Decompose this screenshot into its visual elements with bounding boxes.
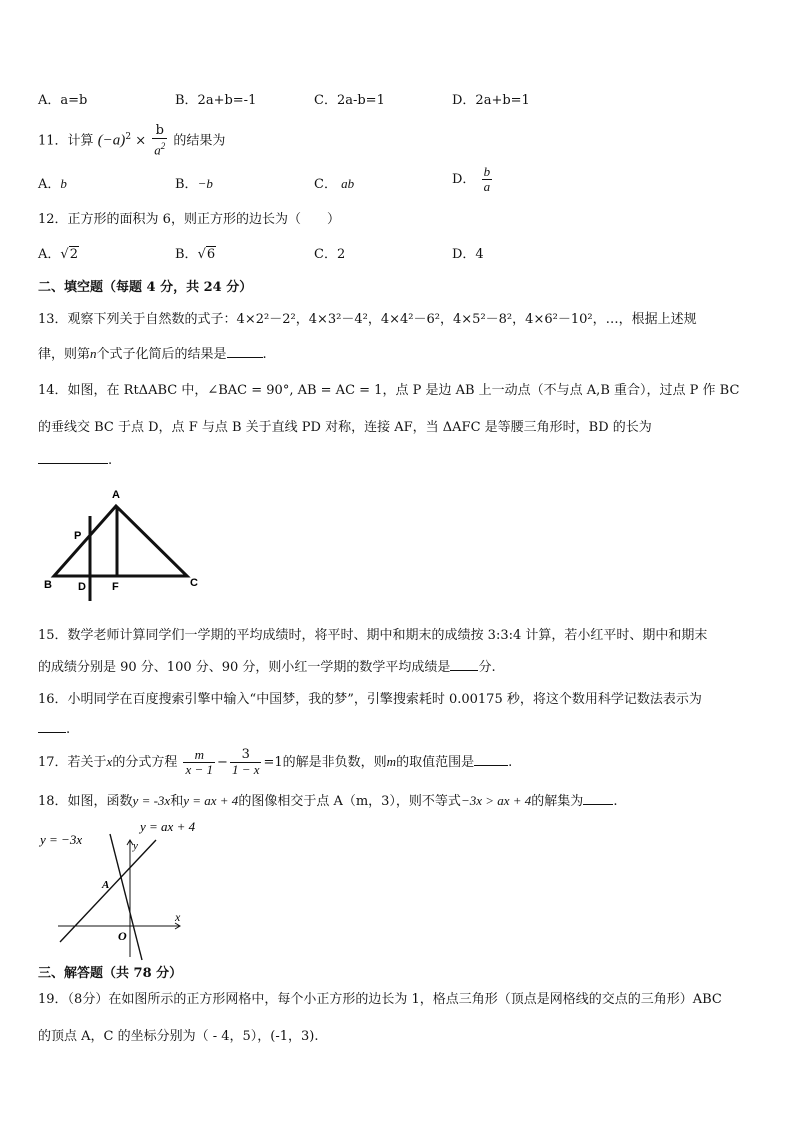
q13-line2-b: 个式子化简后的结果是 <box>96 347 227 362</box>
q13-line2 <box>38 343 267 362</box>
q14-end: . <box>108 453 113 468</box>
q18-function-1: y = -3x <box>132 793 171 808</box>
q12-a-value: 2 <box>69 247 78 262</box>
q13-expr: 4×5²－8² <box>453 312 513 327</box>
q11-d-num: b <box>483 164 491 179</box>
q17-end: . <box>508 755 513 770</box>
q17-f1-num: m <box>183 748 215 763</box>
q18-function-2: y = ax + 4 <box>183 793 239 808</box>
q11-a-label: A． <box>38 177 61 192</box>
q11-stem <box>38 120 225 158</box>
q11-prefix: 11．计算 <box>38 133 94 149</box>
answer-blank[interactable] <box>38 451 108 464</box>
q17-x: x <box>106 754 113 769</box>
answer-blank[interactable] <box>474 753 508 766</box>
answer-blank[interactable] <box>450 658 478 671</box>
q13-expr: 4×4²－6² <box>380 312 440 327</box>
q11-fraction <box>152 124 167 157</box>
q18-and: 和 <box>170 794 184 809</box>
q18-text-c: 的解集为 <box>531 794 584 809</box>
q19-line2: 的顶点 A，C 的坐标分别为（ - 4，5），(-1，3). <box>38 1029 319 1044</box>
label-y-ax-plus-4: y = ax + 4 <box>140 819 196 834</box>
line-y-ax-plus-4 <box>60 840 156 942</box>
q17-m: m <box>386 754 397 769</box>
q17-suffix-a: 的解是非负数，则 <box>282 755 387 770</box>
q17-suffix-b: 的取值范围是 <box>396 755 475 770</box>
q17-eq: =1 <box>263 755 283 770</box>
q16-line2 <box>38 720 70 737</box>
q14-line3 <box>38 451 112 468</box>
q10-option-b: B．2a+b=-1 <box>175 93 257 108</box>
q17-f1-den: x − 1 <box>185 762 214 777</box>
q18-line <box>38 790 617 809</box>
q12-option-d: D．4 <box>452 247 484 262</box>
q12-option-b <box>175 243 216 262</box>
q11-b-value: −b <box>197 176 213 191</box>
q18-text-a: 18．如图，函数 <box>38 794 133 809</box>
q13-suffix: ，…，根据上述规 <box>592 312 697 327</box>
label-a: A <box>112 489 120 501</box>
q18-end: . <box>613 794 618 809</box>
q13-prefix: 13．观察下列关于自然数的式子： <box>38 312 237 327</box>
q12-b-value: 6 <box>206 247 216 262</box>
q10-option-c: C．2a-b=1 <box>314 93 385 108</box>
q13-end: . <box>262 347 267 362</box>
label-y: y <box>133 840 138 852</box>
q17-fraction-1 <box>183 748 215 777</box>
q13-expr: 4×3²－4² <box>308 312 368 327</box>
q14-line1: 14．如图，在 RtΔABC 中，∠BAC = 90°, AB = AC = 1，点 P 是边 AB 上一动点（不与点 A,B 重合），过点 P 作 BC <box>38 383 740 398</box>
q11-option-d <box>452 160 494 200</box>
function-graph-figure <box>38 814 198 964</box>
q10-option-d: D．2a+b=1 <box>452 93 530 108</box>
q15-line2 <box>38 656 496 675</box>
section-heading-solve: 三、解答题（共 78 分） <box>38 966 183 981</box>
q11-b-label: B． <box>175 177 198 192</box>
q13-line2-a: 律，则第 <box>38 347 91 362</box>
q16-end: . <box>66 722 71 737</box>
q17-mid: 的分式方程 <box>112 755 178 770</box>
q11-option-c <box>314 173 354 192</box>
label-c: C <box>190 577 198 589</box>
answer-blank[interactable] <box>38 720 66 733</box>
q17-line <box>38 742 512 783</box>
q11-option-b <box>175 173 213 192</box>
sqrt-symbol: √2 <box>60 247 78 262</box>
q11-c-value: ab <box>341 176 355 191</box>
q11-frac-den-exp: 2 <box>160 141 166 152</box>
q12-stem: 12．正方形的面积为 6，则正方形的边长为（ ） <box>38 212 340 227</box>
label-point-a: A <box>102 879 110 891</box>
q16-line1: 16．小明同学在百度搜索引擎中输入“中国梦，我的梦”，引擎搜索耗时 0.00175 秒，将这个数用科学记数法表示为 <box>38 692 702 707</box>
q11-option-a <box>38 173 67 192</box>
q12-a-label: A． <box>38 247 61 262</box>
q11-frac-den: a <box>154 142 161 158</box>
label-y-neg3x: y = −3x <box>40 832 83 847</box>
q11-base: (−a) <box>97 132 126 149</box>
q11-d-fraction <box>482 165 493 194</box>
q11-suffix: 的结果为 <box>173 133 226 149</box>
q17-f2-num: 3 <box>230 748 262 763</box>
label-p: P <box>74 530 82 542</box>
label-b: B <box>44 579 52 591</box>
q11-a-value: b <box>60 176 67 191</box>
label-x: x <box>175 910 181 924</box>
section-heading-fill-blank: 二、填空题（每题 4 分，共 24 分） <box>38 280 253 295</box>
sqrt-symbol: √6 <box>197 247 216 262</box>
q11-c-label: C． <box>314 177 337 192</box>
q13-line1: 13．观察下列关于自然数的式子：4×2²－2²，4×3²－4²，4×4²－6²，4×5²－8²，4×6²－10²，…，根据上述规 <box>38 312 697 327</box>
q17-f2-den: 1 − x <box>231 762 260 777</box>
q10-option-a: A．a=b <box>38 93 88 108</box>
q11-times: × <box>135 133 147 149</box>
label-f: F <box>112 581 119 593</box>
q11-d-label: D． <box>452 172 476 187</box>
q18-text-b: 的图像相交于点 A（m，3），则不等式 <box>238 794 461 809</box>
q15-line1: 15．数学老师计算同学们一学期的平均成绩时，将平时、期中和期末的成绩按 3:3:4 计算，若小红平时、期中和期末 <box>38 628 708 643</box>
q13-expr: 4×6²－10² <box>525 312 593 327</box>
q12-option-c: C．2 <box>314 247 346 262</box>
q14-line2: 的垂线交 BC 于点 D，点 F 与点 B 关于直线 PD 对称，连接 AF，当 ΔAFC 是等腰三角形时，BD 的长为 <box>38 420 652 435</box>
triangle-figure <box>38 480 218 606</box>
q17-minus: − <box>217 755 228 770</box>
q13-n: n <box>90 346 97 361</box>
q13-expr: 4×2²－2² <box>236 312 296 327</box>
q19-line1: 19．（8分）在如图所示的正方形网格中，每个小正方形的边长为 1，格点三角形（顶点是网格线的交点的三角形）ABC <box>38 992 722 1007</box>
q11-frac-num: b <box>152 124 167 139</box>
q18-inequality: −3x > ax + 4 <box>460 793 532 808</box>
label-d: D <box>78 581 86 593</box>
q12-b-label: B． <box>175 247 198 262</box>
q17-fraction-2 <box>230 748 262 777</box>
answer-blank[interactable] <box>583 792 613 805</box>
q11-d-den: a <box>483 179 491 194</box>
q15-line2-b: 分. <box>478 660 496 675</box>
q17-prefix: 17．若关于 <box>38 755 107 770</box>
q15-line2-a: 的成绩分别是 90 分、100 分、90 分，则小红一学期的数学平均成绩是 <box>38 660 451 675</box>
answer-blank[interactable] <box>227 345 263 358</box>
q11-exp: 2 <box>125 132 132 142</box>
q12-option-a <box>38 243 79 262</box>
label-origin: O <box>118 929 127 943</box>
